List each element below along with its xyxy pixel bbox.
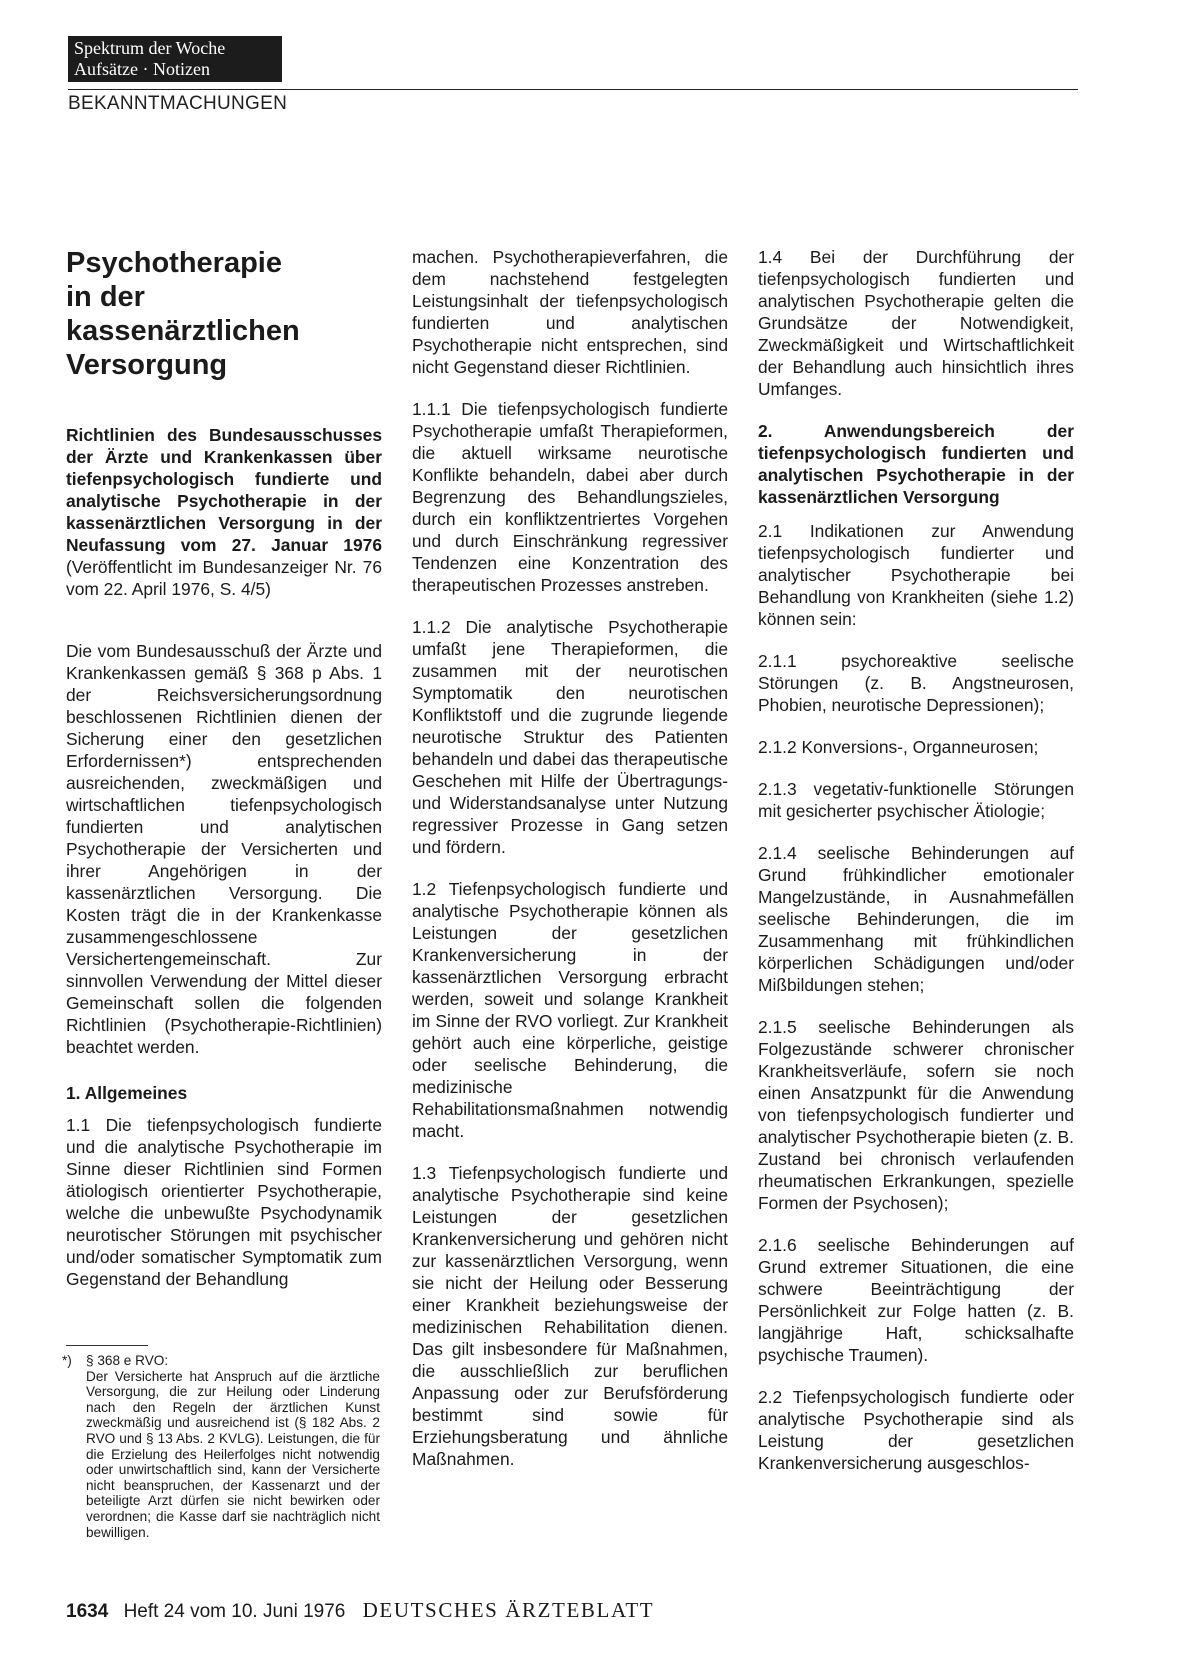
title-line-2: in der kassenärztlichen [66,281,300,347]
footnote-rule [66,1345,148,1346]
intro-bold: Richtlinien des Bundesausschusses der Ärzte und Krankenkassen über tiefenpsychologisch fundierte und analytische Psychotherapie in der kassenärztlichen Versorgung in der Neufassung vom 27. Januar 1976 [66,425,382,555]
footnote [62,1353,380,1540]
title-line-1: Psychotherapie [66,247,282,279]
paragraph-1-2: 1.2 Tiefenpsychologisch fundierte und analytische Psychotherapie können als Leistungen der gesetzlichen Krankenversicherung in der kassenärztlichen Versorgung erbracht werden, soweit und solange Krankheit im Sinne der RVO vorliegt. Zur Krankheit gehört auch eine körperliche, geistige oder seelische Behinderung, die medizinische Rehabilitationsmaßnahmen notwendig macht. [412,879,728,1141]
paragraph-2-1-5: 2.1.5 seelische Behinderungen als Folgezustände schwerer chronischer Krankheitsverläufe, sofern sie noch einen Ansatzpunkt für die Anwendung von tiefenpsychologisch fundierter und analytischer Psychotherapie bieten (z. B. Zustand bei chronisch verlaufenden rheumatischen Erkrankungen, spezielle Formen der Psychosen); [758,1017,1074,1213]
page-number: 1634 [66,1601,109,1622]
footnote-head: § 368 e RVO: [86,1353,169,1368]
masthead-line-2: Aufsätze · Notizen [74,59,210,79]
article-title [66,246,382,382]
paragraph-1-3: 1.3 Tiefenpsychologisch fundierte und analytische Psychotherapie sind keine Leistungen der gesetzlichen Krankenversicherung und gehören nicht zur kassenärztlichen Versorgung, wenn sie nicht der Heilung oder Besserung einer Krankheit beziehungsweise der medizinischen Rehabilitation dienen. Das gilt insbesondere für Maßnahmen, die ausschließlich zur beruflichen Anpassung oder zur Berufsförderung bestimmt sind sowie für Erziehungsberatung und ähnliche Maßnahmen. [412,1163,728,1469]
section-label: BEKANNTMACHUNGEN [68,93,288,114]
footnote-mark: *) [62,1353,72,1368]
intro-publication: (Veröffentlicht im Bundesanzeiger Nr. 76 vom 22. April 1976, S. 4/5) [66,557,382,599]
column-3 [758,246,1074,1494]
section-heading-2: 2. Anwendungsbereich der tiefenpsychologisch fundierten und analytischen Psychotherapie in der kassenärztlichen Versorgung [758,421,1074,507]
article-intro [66,424,382,600]
paragraph-2-1-1: 2.1.1 psychoreaktive seelische Störungen (z. B. Angstneurosen, Phobien, neurotische Depressionen); [758,651,1074,715]
page-footer [66,1598,654,1623]
masthead-line-1: Spektrum der Woche [74,38,226,58]
title-line-3: Versorgung [66,349,228,381]
section-heading-1: 1. Allgemeines [66,1083,188,1103]
paragraph-continuation: machen. Psychotherapieverfahren, die dem nachstehend festgelegten Leistungsinhalt der tiefenpsychologisch fundierten und analytischen Psychotherapie nicht entsprechen, sind nicht Gegenstand dieser Richtlinien. [412,247,728,377]
paragraph-1-1-1: 1.1.1 Die tiefenpsychologisch fundierte Psychotherapie umfaßt Therapieformen, die aktuell wirksame neurotische Konflikte behandeln, dabei aber durch Begrenzung des Behandlungszieles, durch ein konfliktzentriertes Vorgehen und durch Einschränkung regressiver Tendenzen eine Konzentration des therapeutischen Prozesses anstreben. [412,399,728,595]
paragraph-2-2: 2.2 Tiefenpsychologisch fundierte oder analytische Psychotherapie sind als Leistung der gesetzlichen Krankenversicherung ausgeschlos- [758,1387,1074,1473]
paragraph-1-4: 1.4 Bei der Durchführung der tiefenpsychologisch fundierten und analytischen Psychotherapie gelten die Grundsätze der Notwendigkeit, Zweckmäßigkeit und Wirtschaftlichkeit der Behandlung auch hinsichtlich ihres Umfanges. [758,247,1074,399]
paragraph-2-1-6: 2.1.6 seelische Behinderungen auf Grund extremer Situationen, die eine schwere Beeinträchtigung der Persönlichkeit zur Folge hatten (z. B. langjährige Haft, schicksalhafte psychische Traumen). [758,1235,1074,1365]
preamble-paragraph: Die vom Bundesausschuß der Ärzte und Krankenkassen gemäß § 368 p Abs. 1 der Reichsversicherungsordnung beschlossenen Richtlinien dienen der Sicherung einer den gesetzlichen Erfordernissen*) entsprechenden ausreichenden, zweckmäßigen und wirtschaftlichen tiefenpsychologisch fundierten und analytischen Psychotherapie der Versicherten und ihrer Angehörigen in der kassenärztlichen Versorgung. Die Kosten trägt die in der Krankenkasse zusammengeschlossene Versichertengemeinschaft. Zur sinnvollen Verwendung der Mittel dieser Gemeinschaft sollen die folgenden Richtlinien (Psychotherapie-Richtlinien) beachtet werden. [66,641,382,1057]
column-2 [412,246,728,1490]
top-rule [68,89,1078,90]
column-1 [66,246,382,1310]
paragraph-2-1: 2.1 Indikationen zur Anwendung tiefenpsychologisch fundierter und analytischer Psychotherapie bei Behandlung von Krankheiten (siehe 1.2) können sein: [758,521,1074,629]
paragraph-2-1-3: 2.1.3 vegetativ-funktionelle Störungen mit gesicherter psychischer Ätiologie; [758,779,1074,821]
footnote-body: Der Versicherte hat Anspruch auf die ärztliche Versorgung, die zur Heilung oder Linderung nach den Regeln der ärztlichen Kunst zweckmäßig und ausreichend ist (§ 182 Abs. 2 RVO und § 13 Abs. 2 KVLG). Leistungen, die für die Erzielung des Heilerfolges nicht notwendig oder unwirtschaftlich sind, kann der Versicherte nicht beanspruchen, der Kassenarzt und der beteiligte Arzt dürfen sie nicht bewirken oder verordnen; die Kasse darf sie nachträglich nicht bewilligen. [86,1368,380,1540]
paragraph-2-1-4: 2.1.4 seelische Behinderungen auf Grund frühkindlicher emotionaler Mangelzustände, in Ausnahmefällen seelische Behinderungen, die im Zusammenhang mit frühkindlichen körperlichen Schädigungen und/oder Mißbildungen stehen; [758,843,1074,995]
paragraph-1-1-2: 1.1.2 Die analytische Psychotherapie umfaßt jene Therapieformen, die zusammen mit der neurotischen Symptomatik den neurotischen Konfliktstoff und die zugrunde liegende neurotische Struktur des Patienten behandeln und dabei das therapeutische Geschehen mit Hilfe der Übertragungs- und Widerstandsanalyse unter Nutzung regressiver Prozesse in Gang setzen und fördern. [412,617,728,857]
issue-info: Heft 24 vom 10. Juni 1976 [123,1601,346,1622]
journal-name: DEUTSCHES ÄRZTEBLATT [362,1598,655,1622]
paragraph-2-1-2: 2.1.2 Konversions-, Organneurosen; [758,737,1039,757]
paragraph-1-1: 1.1 Die tiefenpsychologisch fundierte und die analytische Psychotherapie im Sinne dieser Richtlinien sind Formen ätiologisch orientierter Psychotherapie, welche die unbewußte Psychodynamik neurotischer Störungen mit psychischer und/oder somatischer Symptomatik zum Gegenstand der Behandlung [66,1115,382,1289]
masthead [68,36,282,82]
